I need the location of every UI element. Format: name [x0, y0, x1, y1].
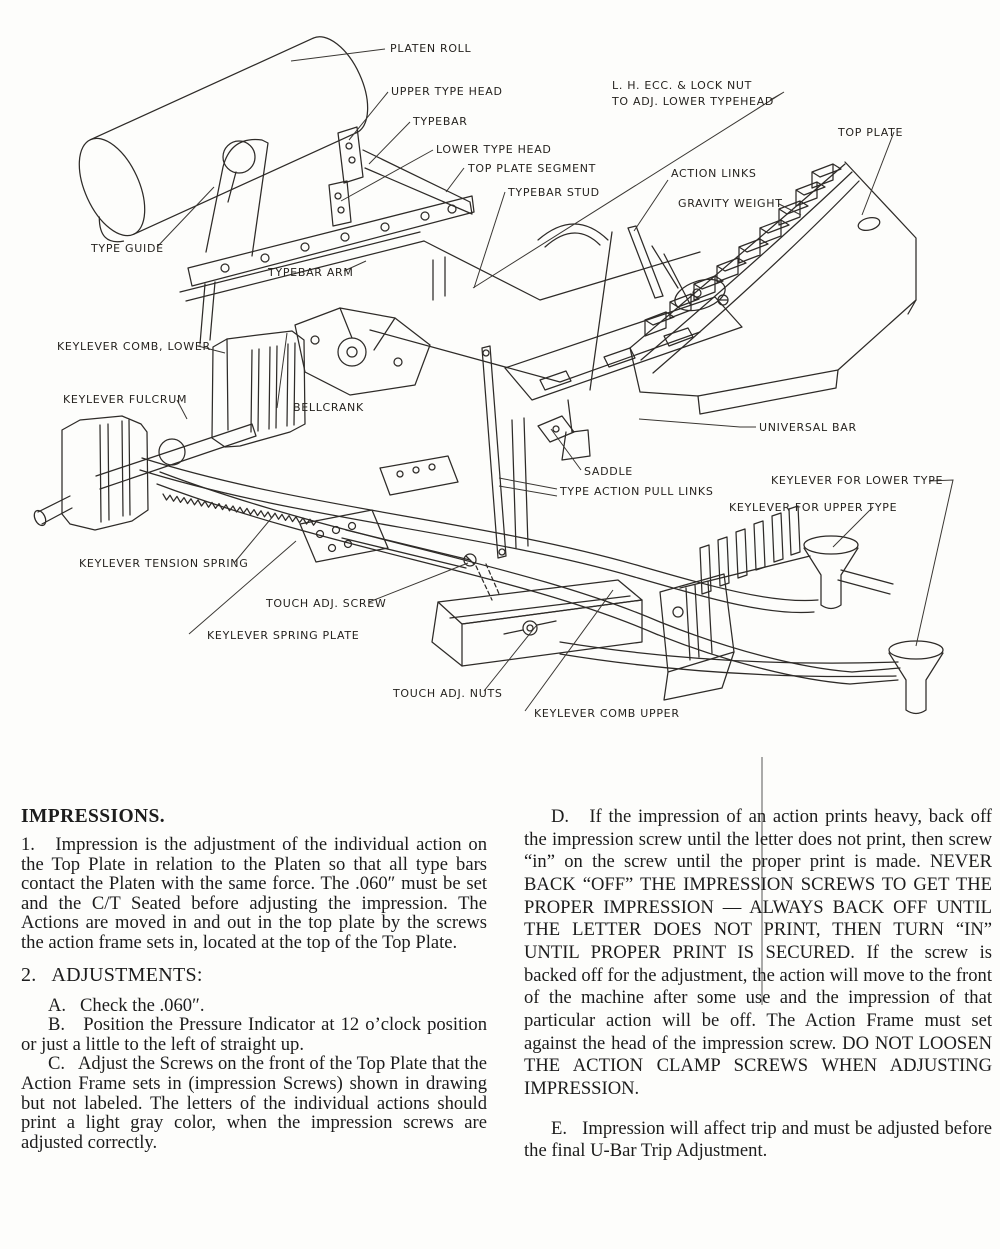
label-keylever-for-upper-type: KEYLEVER FOR UPPER TYPE — [729, 501, 898, 514]
label-type-guide: TYPE GUIDE — [91, 242, 164, 255]
left-column — [21, 806, 487, 1153]
adjustment-item-c: C. Adjust the Screws on the front of the Top Plate that the Action Frame sets in (impression Screws) shown in drawing but not labeled. The letters of the individual actions should print a light gray color, when the impression screws are adjusted correctly. — [21, 1053, 487, 1153]
label-top-plate-segment: TOP PLATE SEGMENT — [468, 162, 597, 175]
adjustments-heading: 2. ADJUSTMENTS: — [21, 963, 203, 986]
keylever-bars-part — [140, 458, 900, 684]
label-bellcrank: BELLCRANK — [293, 401, 364, 414]
adjustment-item-d: D. If the impression of an action prints heavy, back off the impression screw until the letter does not print, then screw “in” on the screw until the proper print is made. NEVER BACK “OFF” THE IMPRESSION SCREWS TO GET THE PROPER IMPRESSION — ALWAYS BACK OFF UNTIL THE LETTER DOES NOT PRINT, THEN TURN “IN” UNTIL PROPER PRINT IS SECURED. If the screw is backed off for the adjustment, the action will move to the front of the machine after some use and the impression of that particular action will be off. The Action Frame must set against the head of the impression screw. DO NOT LOOSEN THE ACTION CLAMP SCREWS WHEN ADJUSTING IMPRESSION. — [524, 806, 992, 1100]
typebar-part — [329, 127, 472, 226]
tension-spring-part — [163, 494, 317, 525]
label-keylever-spring-plate: KEYLEVER SPRING PLATE — [207, 629, 360, 642]
keylever-comb-lower-part — [212, 331, 305, 447]
keylever-lower-keycap — [889, 641, 943, 714]
label-universal-bar: UNIVERSAL BAR — [759, 421, 857, 434]
impressions-heading: IMPRESSIONS. — [21, 806, 166, 827]
keylever-fulcrum-part — [32, 416, 256, 530]
adjustment-item-e: E. Impression will affect trip and must be adjusted before the final U-Bar Trip Adjustment. — [524, 1117, 992, 1162]
type-guide-part — [206, 140, 268, 256]
label-touch-adj-screw: TOUCH ADJ. SCREW — [266, 597, 387, 610]
label-action-links: ACTION LINKS — [671, 167, 757, 180]
adjustment-item-b: B. Position the Pressure Indicator at 12 o’clock position or just a little to the left of straight up. — [21, 1014, 487, 1055]
label-touch-adj-nuts: TOUCH ADJ. NUTS — [393, 687, 503, 700]
label-type-action-pull-links: TYPE ACTION PULL LINKS — [560, 485, 714, 498]
saddle-part — [538, 416, 574, 442]
impression-definition-paragraph: 1. Impression is the adjustment of the individual action on the Top Plate in relation to the Platen so that all type bars contact the Platen with the same force. The .060″ must be set and the C/T Seated before adjusting the impression. The Actions are moved in and out in the top plate by the screws the action frame sets in, located at the top of the Top Plate. — [21, 834, 487, 954]
label-upper-type-head: UPPER TYPE HEAD — [391, 85, 503, 98]
label-typebar: TYPEBAR — [413, 115, 468, 128]
segment-curve-part — [538, 224, 608, 247]
label-lh-ecc-line1: L. H. ECC. & LOCK NUT — [612, 79, 753, 92]
label-keylever-comb-upper: KEYLEVER COMB UPPER — [534, 707, 680, 720]
platen-roll-part — [65, 27, 382, 248]
universal-bar-part — [505, 297, 742, 460]
adjustment-item-a: A. Check the .060″. — [48, 994, 205, 1016]
label-typebar-stud: TYPEBAR STUD — [508, 186, 600, 199]
label-typebar-arm: TYPEBAR ARM — [268, 266, 354, 279]
bellcrank-part — [295, 308, 430, 395]
label-saddle: SADDLE — [584, 465, 633, 478]
action-links-part — [590, 226, 663, 390]
label-keylever-fulcrum: KEYLEVER FULCRUM — [63, 393, 188, 406]
label-platen-roll: PLATEN ROLL — [390, 42, 472, 55]
label-keylever-for-lower-type: KEYLEVER FOR LOWER TYPE — [771, 474, 944, 487]
label-lower-type-head: LOWER TYPE HEAD — [436, 143, 552, 156]
right-column — [524, 806, 992, 1163]
label-top-plate: TOP PLATE — [838, 126, 904, 139]
label-lh-ecc-line2: TO ADJ. LOWER TYPEHEAD — [612, 95, 775, 108]
label-keylever-comb-lower: KEYLEVER COMB, LOWER — [57, 340, 211, 353]
label-keylever-tension-spring: KEYLEVER TENSION SPRING — [79, 557, 249, 570]
pull-links-part — [482, 346, 506, 558]
label-gravity-weight: GRAVITY WEIGHT — [678, 197, 783, 210]
